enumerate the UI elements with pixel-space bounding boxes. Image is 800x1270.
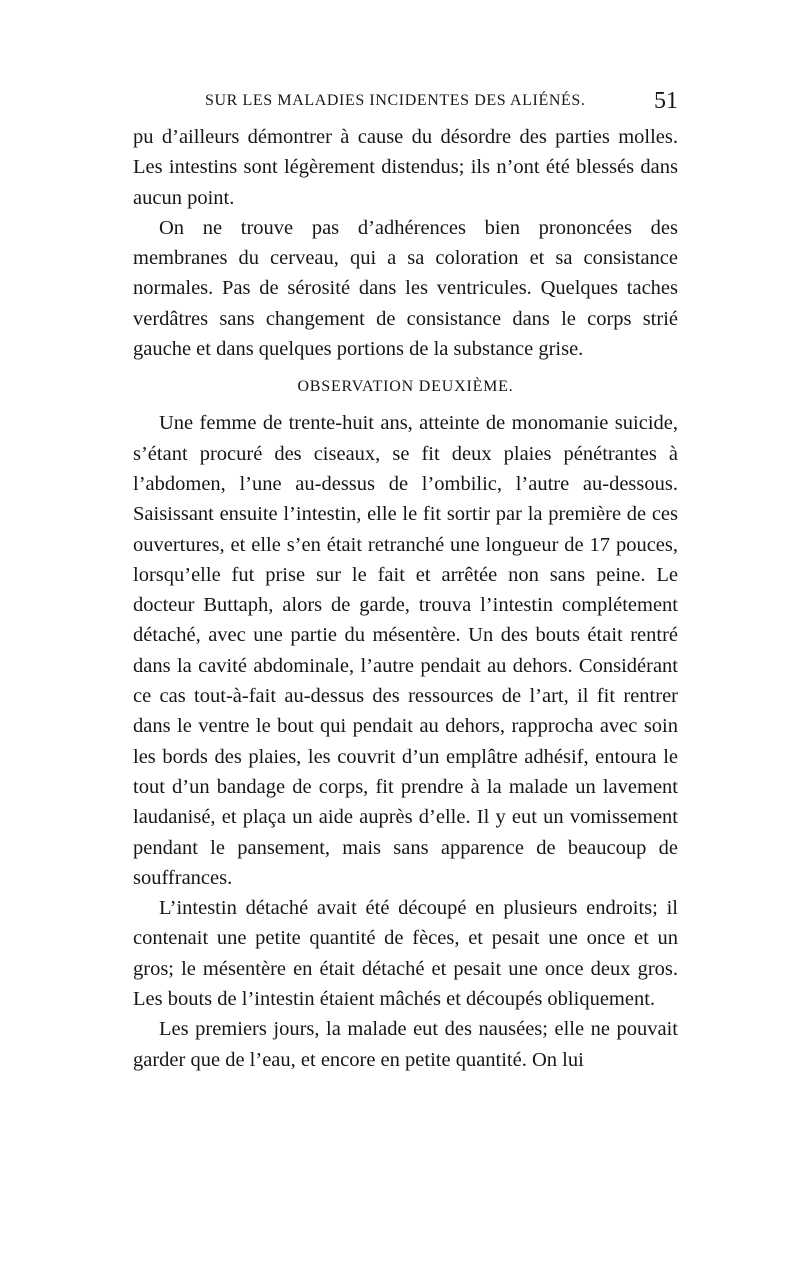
paragraph-intestine-details: L’intestin détaché avait été découpé en plusieurs endroits; il contenait une petite quantité de fèces, et pesait une once et un gros; le mésentère en était détaché et pesait une once deux gros. Les bouts de l’intestin étaient mâchés et découpés obliquement. (133, 897, 678, 1011)
running-title: SUR LES MALADIES INCIDENTES DES ALIÉNÉS. (205, 92, 586, 109)
paragraph-first-days: Les premiers jours, la malade eut des nausées; elle ne pouvait garder que de l’eau, et encore en petite quantité. On lui (133, 1018, 678, 1071)
paragraph-case-description: Une femme de trente-huit ans, atteinte de monomanie suicide, s’étant procuré des ciseaux, se fit deux plaies pénétrantes à l’abdomen, l’une au-dessus de l’ombilic, l’autre au-dessous. Saisissant ensuite l’intestin, elle le fit sortir par la première de ces ouvertures, et elle s’en était retranché une longueur de 17 pouces, lorsqu’elle fut prise sur le fait et arrêtée non sans peine. Le docteur Buttaph, alors de garde, trouva l’intestin complétement détaché, avec une partie du mésentère. Un des bouts était rentré dans la cavité abdominale, l’autre pendait au dehors. Considérant ce cas tout-à-fait au-dessus des ressources de l’art, il fit rentrer dans le ventre le bout qui pendait au dehors, rapprocha avec soin les bords des plaies, les couvrit d’un emplâtre adhésif, entoura le tout d’un bandage de corps, fit prendre à la malade un lavement laudanisé, et plaça un aide auprès d’elle. Il y eut un vomissement pendant le pansement, mais sans apparence de beaucoup de souffrances. (133, 412, 678, 889)
paragraph-autopsy-brain: On ne trouve pas d’adhérences bien prononcées des membranes du cerveau, qui a sa coloration et sa consistance normales. Pas de sérosité dans les ventricules. Quelques taches verdâtres sans changement de consistance dans le corps strié gauche et dans quelques portions de la substance grise. (133, 216, 678, 361)
section-heading: OBSERVATION DEUXIÈME. (297, 378, 514, 396)
running-header (133, 88, 678, 122)
page-number: 51 (654, 88, 678, 114)
body-text (133, 122, 678, 1075)
paragraph-continuation: pu d’ailleurs démontrer à cause du désordre des parties molles. Les intestins sont légèrement distendus; ils n’ont été blessés dans aucun point. (133, 126, 678, 209)
